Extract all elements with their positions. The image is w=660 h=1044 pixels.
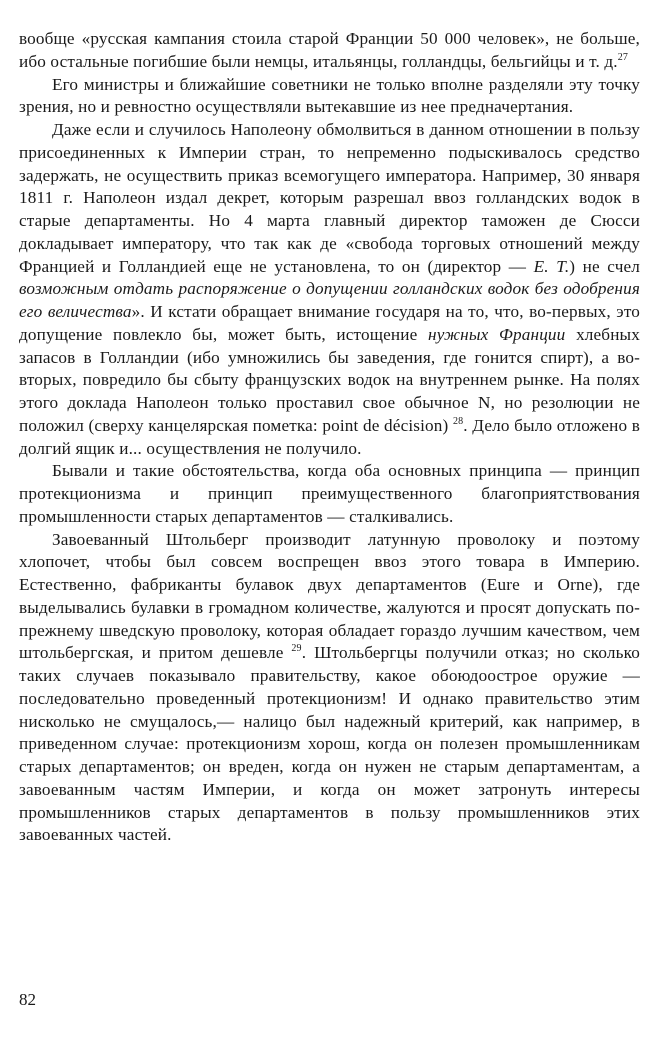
paragraph-3-text-a: Даже если и случилось Наполеону обмолвиться в данном отношении в пользу присоединенных к Империи стран, то непременно подыскивалось средство задержать, не осуществить приказ всемогущего императора. Например, 30 января 1811 г. Наполеон издал декрет, которым разрешал ввоз голландских водок в старые департаменты. Но 4 марта главный директор таможен де Сюсси докладывает императору, что так как де «свобода торговых отношений между Францией и Голландией еще не установлена, то он (директор — xyxy=(19,120,640,276)
italic-emphasis: нужных Франции xyxy=(428,324,566,344)
paragraph-2-text: Его министры и ближайшие советники не только вполне разделяли эту точку зрения, но и ревностно осуществляли вытекавшие из нее предначертания. xyxy=(19,74,640,117)
paragraph-3-text-g: . Дело было отложено в долгий ящик и... осуществления не получило. xyxy=(19,415,641,458)
author-initials: Е. Т. xyxy=(533,256,570,276)
paragraph-5 xyxy=(19,529,640,848)
paragraph-4 xyxy=(19,460,640,528)
paragraph-1 xyxy=(19,28,640,74)
footnote-ref-29: 29 xyxy=(291,643,302,655)
page-body xyxy=(19,28,640,847)
paragraph-4-text: Бывали и такие обстоятельства, когда оба основных принципа — принцип протекционизма и принцип преимущественного благоприятствования промышленности старых департаментов — сталкивались. xyxy=(19,461,640,526)
paragraph-5-text-b: . Штольбергцы получили отказ; но сколько таких случаев показывало правительству, какое обоюдоострое оружие — последовательно проведенный протекционизм! И однако правительство этим нисколько не смущалось,— налицо был надежный критерий, как например, в приведенном случае: протекционизм хорош, когда он полезен промышленникам старых департаментов; он вреден, когда он нужен не старым департаментам, а завоеванным частям Империи, и когда он может затронуть интересы промышленников старых департаментов в пользу промышленников этих завоеванных частей. xyxy=(19,643,640,845)
italic-quote: возможным отдать распоряжение о допущении голландских водок без одобрения его величества xyxy=(19,279,640,321)
paragraph-3-text-f: хлебных запасов в Голландии (ибо умножились бы заведения, где гонится спирт), а во-вторых, повредило бы сбыту французских водок на внутреннем рынке. На полях этого доклада Наполеон только проставил свое обычное N, но резолюции не положил (сверху канцелярская пометка: point de décision) xyxy=(19,324,640,435)
paragraph-5-text-a: Завоеванный Штольберг производит латунную проволоку и поэтому хлопочет, чтобы был совсем воспрещен ввоз этого товара в Империю. Естественно, фабриканты булавок двух департаментов (Eure и Orne), где выделывались булавки в громадном количестве, жалуются и просят допускать по-прежнему шведскую проволоку, которая обладает гораздо лучшим качеством, чем штольбергская, и притом дешевле xyxy=(19,529,640,663)
paragraph-3 xyxy=(19,119,640,460)
paragraph-3-text-d: ». И кстати обращает внимание государя на то, что, во-первых, это допущение повлекло бы, может быть, истощение xyxy=(19,302,641,344)
footnote-ref-27: 27 xyxy=(617,51,629,63)
paragraph-2 xyxy=(19,74,640,120)
paragraph-1-text: вообще «русская кампания стоила старой Франции 50 000 человек», не больше, ибо остальные погибшие были немцы, итальянцы, голландцы, бельгийцы и т. д. xyxy=(19,29,640,71)
paragraph-3-text-b: ) не счел xyxy=(569,256,640,276)
footnote-ref-28: 28 xyxy=(452,415,464,427)
page-number: 82 xyxy=(19,990,36,1009)
